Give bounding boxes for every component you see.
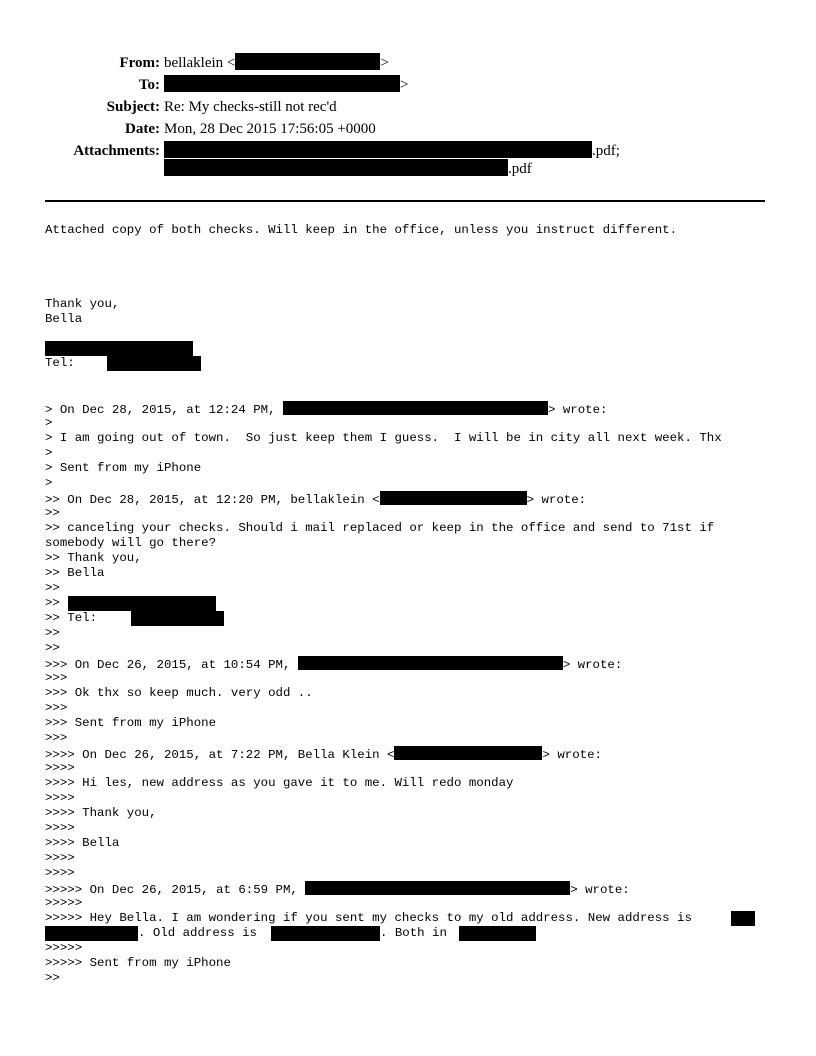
redaction-bar <box>731 911 755 926</box>
quote-text: >>> On Dec 26, 2015, at 10:54 PM, <box>45 658 298 672</box>
quote-line: >>>> <box>45 791 75 805</box>
quote-text: > wrote: <box>542 748 602 762</box>
quote-line <box>45 596 67 611</box>
redaction-bar <box>45 341 193 356</box>
quote-line <box>45 401 607 418</box>
quote-line: >>>> Thank you, <box>45 806 157 820</box>
quote-line: . Old address is <box>138 926 257 940</box>
quote-line <box>45 491 586 508</box>
quote-line: >> Tel: <box>45 611 98 625</box>
intro-text: Attached copy of both checks. Will keep in the office, unless you instruct different. <box>45 223 678 237</box>
quote-line: >>>> Bella <box>45 836 120 850</box>
quote-line: >> <box>45 581 60 595</box>
quote-line: >>>> <box>45 866 75 880</box>
quote-line: > <box>45 476 53 490</box>
redaction-bar <box>380 491 527 505</box>
header-divider <box>45 200 765 202</box>
quote-line: >>>>> <box>45 896 83 910</box>
signoff-thanks: Thank you, <box>45 297 120 311</box>
quote-line: >>> Ok thx so keep much. very odd .. <box>45 686 313 700</box>
quote-line: >>> <box>45 671 68 685</box>
to-value <box>164 75 408 95</box>
quote-line: >>> <box>45 731 68 745</box>
quote-text: >>>> On Dec 26, 2015, at 7:22 PM, Bella Klein < <box>45 748 395 762</box>
redaction-bar <box>298 656 563 670</box>
quote-line: >>>>> <box>45 941 83 955</box>
quote-line: >>>> Hi les, new address as you gave it to me. Will redo monday <box>45 776 514 790</box>
quote-line: >> canceling your checks. Should i mail replaced or keep in the office and send to 71st if <box>45 521 715 535</box>
quote-line: >>> Sent from my iPhone <box>45 716 217 730</box>
from-name: bellaklein < <box>164 55 236 71</box>
to-row <box>0 75 816 95</box>
redaction-bar <box>394 746 542 760</box>
subject-row <box>0 97 816 117</box>
quote-line: >>>> <box>45 851 75 865</box>
quote-text: >>>>> On Dec 26, 2015, at 6:59 PM, <box>45 883 306 897</box>
attachments-row-2 <box>0 159 816 179</box>
quote-line: >>> <box>45 701 68 715</box>
quote-text: > On Dec 28, 2015, at 12:24 PM, <box>45 403 283 417</box>
redaction-bar <box>164 141 592 158</box>
redaction-bar <box>131 611 224 626</box>
attachments-row <box>0 141 816 161</box>
quote-line: somebody will go there? <box>45 536 217 550</box>
redaction-bar <box>107 356 201 371</box>
attachment-2-ext: .pdf <box>508 161 532 177</box>
subject-label: Subject: <box>106 99 160 115</box>
date-value: Mon, 28 Dec 2015 17:56:05 +0000 <box>164 121 376 137</box>
signoff-name: Bella <box>45 312 83 326</box>
quote-line: . Both in <box>380 926 447 940</box>
quote-text: > wrote: <box>547 403 608 417</box>
quote-line <box>45 881 630 898</box>
redaction-bar <box>164 159 508 176</box>
quote-line: > <box>45 446 53 460</box>
attachment-1 <box>164 141 620 161</box>
quote-line: > Sent from my iPhone <box>45 461 202 475</box>
quote-text: >> On Dec 28, 2015, at 12:20 PM, bellaklein < <box>45 493 380 507</box>
from-value <box>164 53 389 73</box>
quote-line: >>>>> Hey Bella. I am wondering if you sent my checks to my old address. New address is <box>45 911 692 925</box>
quote-line: >> <box>45 641 60 655</box>
quote-line <box>45 656 622 673</box>
from-close: > <box>380 55 389 71</box>
quote-text: >> <box>45 596 68 610</box>
redaction-bar <box>459 926 536 941</box>
quote-line: >> Bella <box>45 566 105 580</box>
quote-text: > wrote: <box>562 658 623 672</box>
date-row <box>0 119 816 139</box>
quote-line: >>>> <box>45 761 75 775</box>
date-label: Date: <box>125 121 160 137</box>
quote-line: >> <box>45 506 60 520</box>
quote-line <box>45 746 602 763</box>
from-label: From: <box>119 55 160 71</box>
quote-line: >> Thank you, <box>45 551 142 565</box>
quote-line: > I am going out of town. So just keep them I guess. I will be in city all next week. Thx <box>45 431 722 445</box>
redaction-bar <box>305 881 570 895</box>
quote-text: > wrote: <box>570 883 630 897</box>
quote-line: >>>> <box>45 821 75 835</box>
redaction-bar <box>283 401 548 415</box>
redaction-bar <box>164 75 400 92</box>
quote-line: >>>>> Sent from my iPhone <box>45 956 231 970</box>
attachment-1-ext: .pdf; <box>592 143 620 159</box>
quote-line: >> <box>45 971 60 985</box>
quote-line: > <box>45 416 53 430</box>
quote-line: >> <box>45 626 60 640</box>
to-close: > <box>400 77 409 93</box>
redaction-bar <box>45 926 138 941</box>
redaction-bar <box>271 926 380 941</box>
to-label: To: <box>138 77 160 93</box>
redaction-bar <box>68 596 216 611</box>
signoff-tel-label: Tel: <box>45 356 75 370</box>
redaction-bar <box>235 53 380 70</box>
from-row <box>0 53 816 73</box>
attachments-label: Attachments: <box>73 143 160 159</box>
quote-text: > wrote: <box>526 493 587 507</box>
attachment-2 <box>164 159 532 179</box>
subject-value: Re: My checks-still not rec'd <box>164 99 337 115</box>
